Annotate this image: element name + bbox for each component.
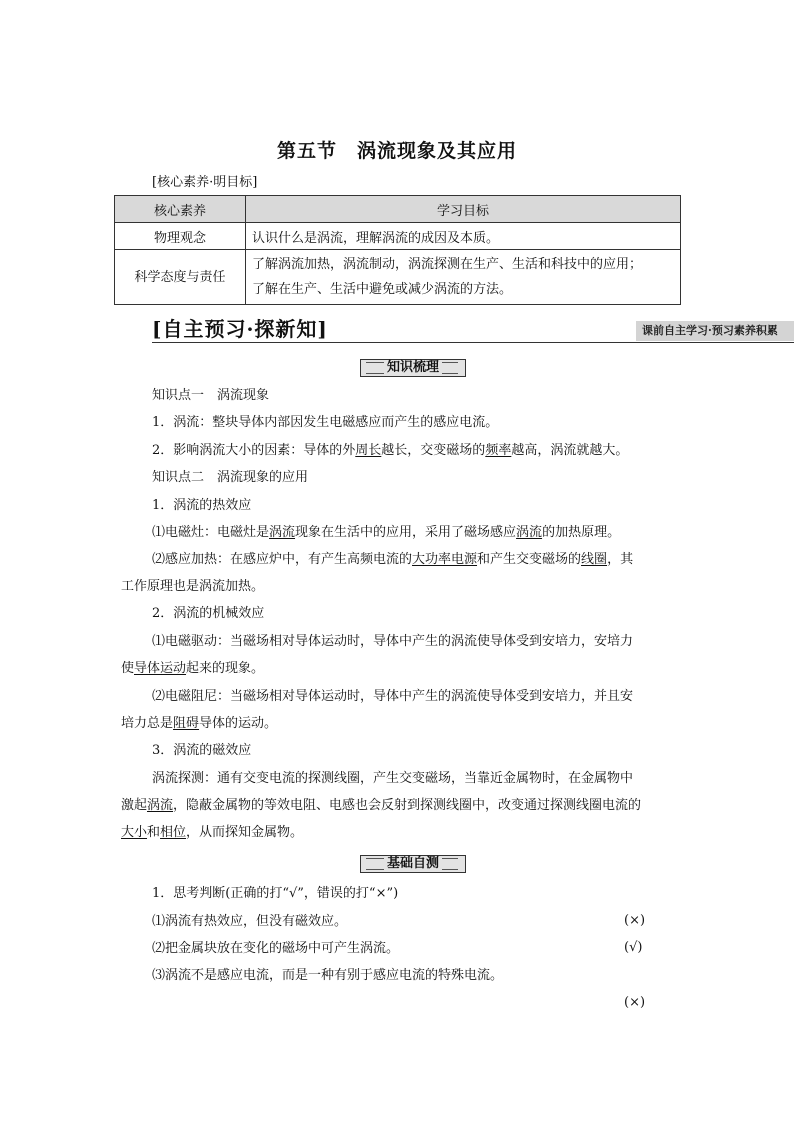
table-row bbox=[115, 250, 681, 305]
section-title: [自主预习·探新知] bbox=[152, 317, 328, 341]
paragraph: ⑵感应加热：在感应炉中，有产生高频电流的大功率电源和产生交变磁场的线圈，其 bbox=[152, 552, 634, 567]
subsection-heading-text: 知识梳理 bbox=[384, 360, 442, 375]
item-heading: 2．涡流的机械效应 bbox=[152, 606, 265, 621]
goal-line: 了解在生产、生活中避免或减少涡流的方法。 bbox=[252, 282, 513, 297]
subsection-heading bbox=[360, 359, 466, 377]
quiz-question: 1．思考判断(正确的打“√”，错误的打“×”) bbox=[152, 886, 399, 901]
knowledge-heading: 知识点一 涡流现象 bbox=[152, 388, 270, 403]
answer-blank: 大功率电源 bbox=[412, 552, 478, 567]
paragraph-continuation: 培力总是阻碍导体的运动。 bbox=[121, 716, 278, 731]
table-header: 学习目标 bbox=[246, 196, 681, 223]
paragraph-continuation: 大小和相位，从而探知金属物。 bbox=[121, 825, 304, 840]
knowledge-heading: 知识点二 涡流现象的应用 bbox=[152, 470, 309, 485]
subsection-heading-text: 基础自测 bbox=[384, 856, 442, 871]
quiz-item: ⑴涡流有热效应，但没有磁效应。 bbox=[152, 914, 348, 929]
paragraph: 1．涡流：整块导体内部因发生电磁感应而产生的感应电流。 bbox=[152, 415, 499, 430]
table-header: 核心素养 bbox=[115, 196, 246, 223]
answer-blank: 涡流 bbox=[147, 798, 174, 813]
answer-blank: 涡流 bbox=[269, 525, 296, 540]
answer-blank: 频率 bbox=[485, 443, 512, 458]
table-cell: 科学态度与责任 bbox=[115, 250, 246, 305]
table-row bbox=[115, 223, 681, 250]
quiz-answer-mark: (×) bbox=[624, 995, 646, 1010]
table-cell bbox=[246, 250, 681, 305]
answer-blank: 导体运动 bbox=[134, 661, 187, 676]
paragraph: 涡流探测：通有交变电流的探测线圈，产生交变磁场，当靠近金属物时，在金属物中 bbox=[152, 771, 634, 786]
item-heading: 3．涡流的磁效应 bbox=[152, 743, 252, 758]
section-tag: 课前自主学习·预习素养积累 bbox=[636, 321, 794, 341]
paragraph: ⑴电磁驱动：当磁场相对导体运动时，导体中产生的涡流使导体受到安培力，安培力 bbox=[152, 634, 634, 649]
page-title: 第五节 涡流现象及其应用 bbox=[276, 140, 517, 162]
quiz-item: ⑶涡流不是感应电流，而是一种有别于感应电流的特殊电流。 bbox=[152, 968, 504, 983]
quiz-answer-mark: (×) bbox=[624, 913, 646, 928]
goals-table bbox=[114, 195, 681, 305]
quiz-answer-mark: (√) bbox=[624, 940, 643, 955]
answer-blank: 相位 bbox=[160, 825, 187, 840]
answer-blank: 大小 bbox=[121, 825, 148, 840]
item-heading: 1．涡流的热效应 bbox=[152, 498, 252, 513]
answer-blank: 周长 bbox=[355, 443, 382, 458]
goal-line: 了解涡流加热，涡流制动，涡流探测在生产、生活和科技中的应用； bbox=[252, 257, 643, 272]
subsection-heading bbox=[360, 855, 466, 873]
table-cell: 认识什么是涡流，理解涡流的成因及本质。 bbox=[246, 223, 681, 250]
answer-blank: 线圈 bbox=[581, 552, 608, 567]
paragraph: ⑵电磁阻尼：当磁场相对导体运动时，导体中产生的涡流使导体受到安培力，并且安 bbox=[152, 689, 634, 704]
paragraph-continuation: 工作原理也是涡流加热。 bbox=[121, 579, 265, 594]
table-cell: 物理观念 bbox=[115, 223, 246, 250]
answer-blank: 阻碍 bbox=[173, 716, 200, 731]
quiz-item: ⑵把金属块放在变化的磁场中可产生涡流。 bbox=[152, 941, 400, 956]
paragraph-continuation: 使导体运动起来的现象。 bbox=[121, 661, 265, 676]
core-literacy-label: [核心素养·明目标] bbox=[152, 175, 258, 190]
paragraph: ⑴电磁灶：电磁灶是涡流现象在生活中的应用，采用了磁场感应涡流的加热原理。 bbox=[152, 525, 621, 540]
paragraph-continuation: 激起涡流，隐蔽金属物的等效电阻、电感也会反射到探测线圈中，改变通过探测线圈电流的 bbox=[121, 798, 642, 813]
paragraph: 2．影响涡流大小的因素：导体的外周长越长，交变磁场的频率越高，涡流就越大。 bbox=[152, 443, 629, 458]
answer-blank: 涡流 bbox=[516, 525, 543, 540]
